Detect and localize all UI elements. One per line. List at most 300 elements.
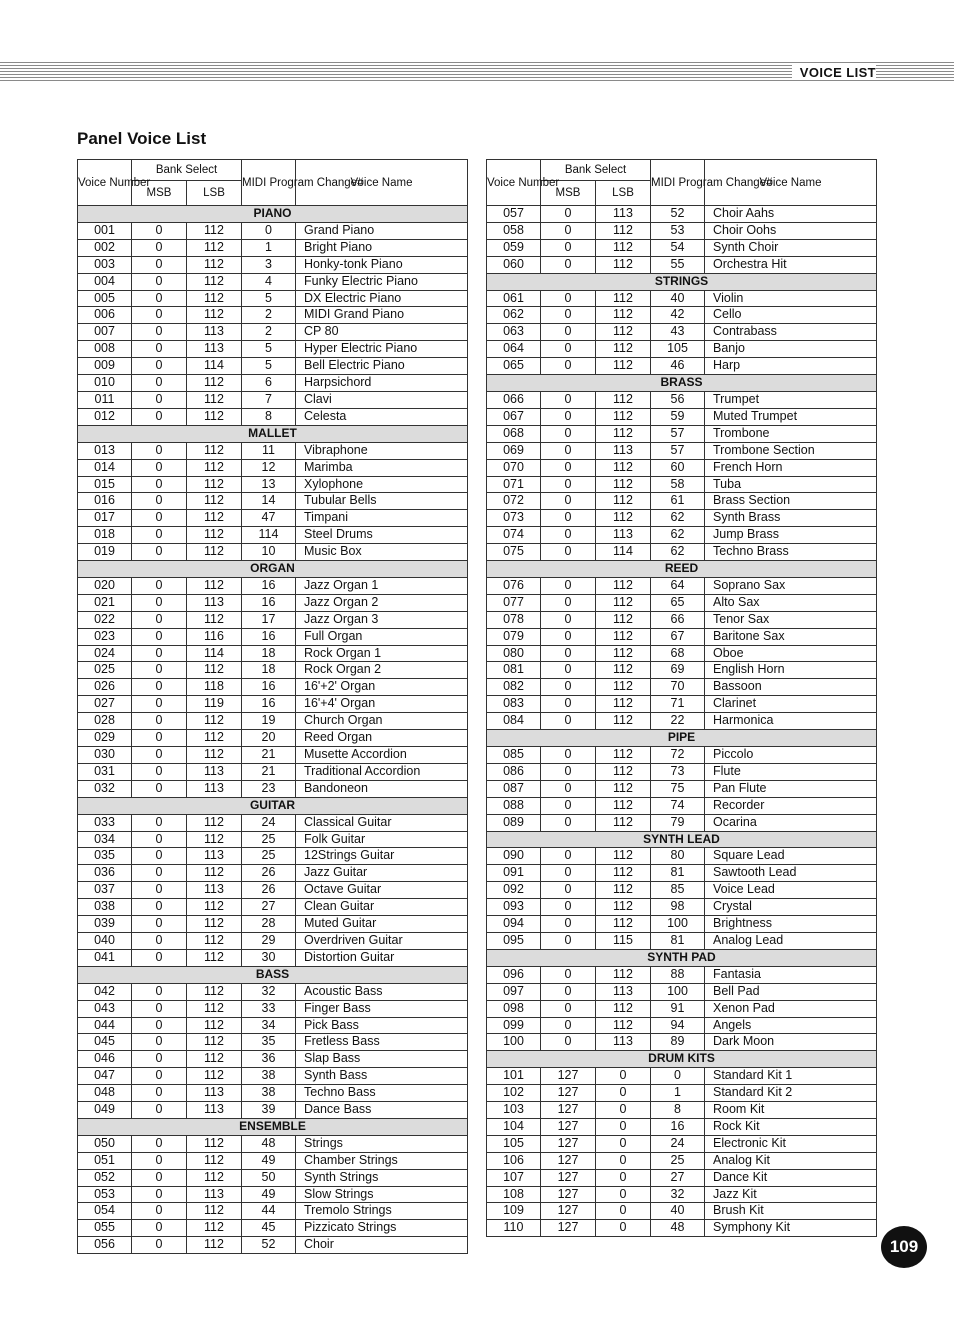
program-change-cell: 50 [242, 1169, 296, 1186]
voice-number-cell: 056 [78, 1237, 132, 1254]
table-row [78, 916, 468, 933]
voice-number-cell: 057 [487, 206, 541, 223]
table-row [487, 628, 877, 645]
program-change-cell: 48 [651, 1220, 705, 1237]
lsb-cell: 112 [187, 611, 242, 628]
lsb-cell: 114 [187, 358, 242, 375]
voice-number-cell: 050 [78, 1135, 132, 1152]
msb-cell: 0 [541, 865, 596, 882]
lsb-cell: 112 [596, 611, 651, 628]
msb-cell: 0 [541, 611, 596, 628]
table-row [487, 1017, 877, 1034]
lsb-cell: 113 [596, 442, 651, 459]
msb-cell: 0 [132, 1186, 187, 1203]
lsb-cell: 112 [187, 662, 242, 679]
voice-name-cell: Analog Kit [705, 1152, 877, 1169]
program-change-cell: 66 [651, 611, 705, 628]
table-row [487, 882, 877, 899]
voice-number-cell: 042 [78, 983, 132, 1000]
lsb-cell: 112 [187, 916, 242, 933]
voice-name-cell: Jazz Kit [705, 1186, 877, 1203]
lsb-cell: 113 [596, 206, 651, 223]
program-change-cell: 38 [242, 1085, 296, 1102]
lsb-cell: 112 [187, 730, 242, 747]
table-row [78, 611, 468, 628]
voice-number-cell: 023 [78, 628, 132, 645]
table-row [78, 747, 468, 764]
program-change-cell: 81 [651, 865, 705, 882]
voice-number-cell: 018 [78, 527, 132, 544]
program-change-cell: 98 [651, 899, 705, 916]
table-row [78, 899, 468, 916]
lsb-cell: 112 [187, 391, 242, 408]
voice-name-cell: Room Kit [705, 1102, 877, 1119]
msb-cell: 0 [132, 916, 187, 933]
voice-name-cell: Xenon Pad [705, 1000, 877, 1017]
table-row [487, 1085, 877, 1102]
msb-cell: 0 [132, 527, 187, 544]
table-row [487, 1102, 877, 1119]
msb-cell: 0 [541, 425, 596, 442]
lsb-cell: 112 [596, 510, 651, 527]
table-row [78, 290, 468, 307]
msb-cell: 0 [541, 290, 596, 307]
lsb-cell: 112 [187, 713, 242, 730]
midi-program-header: MIDI Program Change# [242, 160, 296, 206]
voice-number-cell: 052 [78, 1169, 132, 1186]
bank-select-header: Bank Select [541, 160, 651, 181]
voice-number-cell: 107 [487, 1169, 541, 1186]
program-change-cell: 28 [242, 916, 296, 933]
lsb-cell: 112 [187, 239, 242, 256]
voice-number-cell: 062 [487, 307, 541, 324]
table-row [487, 747, 877, 764]
voice-number-cell: 059 [487, 239, 541, 256]
msb-cell: 0 [541, 391, 596, 408]
msb-cell: 0 [132, 1203, 187, 1220]
table-row [487, 679, 877, 696]
program-change-cell: 100 [651, 983, 705, 1000]
lsb-cell: 112 [187, 814, 242, 831]
program-change-cell: 12 [242, 459, 296, 476]
msb-cell: 0 [541, 493, 596, 510]
lsb-cell: 0 [596, 1085, 651, 1102]
msb-cell: 0 [132, 476, 187, 493]
program-change-cell: 60 [651, 459, 705, 476]
voice-number-cell: 003 [78, 256, 132, 273]
msb-cell: 0 [132, 747, 187, 764]
msb-cell: 0 [541, 628, 596, 645]
lsb-cell: 113 [596, 527, 651, 544]
msb-cell: 0 [541, 239, 596, 256]
table-row [487, 780, 877, 797]
voice-number-cell: 053 [78, 1186, 132, 1203]
lsb-cell: 112 [187, 256, 242, 273]
table-row [78, 1169, 468, 1186]
voice-name-cell: Muted Trumpet [705, 408, 877, 425]
msb-cell: 0 [541, 307, 596, 324]
lsb-cell: 112 [187, 476, 242, 493]
program-change-cell: 0 [651, 1068, 705, 1085]
voice-name-cell: Synth Choir [705, 239, 877, 256]
table-row [78, 222, 468, 239]
program-change-cell: 70 [651, 679, 705, 696]
program-change-cell: 5 [242, 358, 296, 375]
lsb-cell: 112 [187, 1051, 242, 1068]
lsb-cell: 112 [187, 577, 242, 594]
msb-cell: 0 [541, 222, 596, 239]
lsb-cell: 112 [596, 780, 651, 797]
program-change-cell: 55 [651, 256, 705, 273]
voice-number-cell: 043 [78, 1000, 132, 1017]
msb-cell: 0 [132, 730, 187, 747]
table-row [487, 645, 877, 662]
voice-number-cell: 040 [78, 932, 132, 949]
lsb-cell: 113 [187, 594, 242, 611]
voice-number-cell: 037 [78, 882, 132, 899]
lsb-cell: 119 [187, 696, 242, 713]
table-row [78, 391, 468, 408]
program-change-cell: 62 [651, 510, 705, 527]
voice-number-cell: 068 [487, 425, 541, 442]
program-change-cell: 114 [242, 527, 296, 544]
lsb-cell: 112 [187, 865, 242, 882]
msb-cell: 0 [132, 1017, 187, 1034]
voice-name-cell: Tubular Bells [296, 493, 468, 510]
msb-cell: 0 [541, 510, 596, 527]
msb-cell: 0 [541, 899, 596, 916]
voice-name-cell: Dance Bass [296, 1102, 468, 1119]
voice-name-cell: Rock Organ 1 [296, 645, 468, 662]
table-row [78, 408, 468, 425]
voice-number-cell: 091 [487, 865, 541, 882]
msb-cell: 0 [132, 1102, 187, 1119]
msb-cell: 0 [132, 273, 187, 290]
table-row [78, 324, 468, 341]
voice-number-cell: 004 [78, 273, 132, 290]
lsb-cell: 113 [187, 882, 242, 899]
voice-name-cell: Trumpet [705, 391, 877, 408]
voice-number-cell: 065 [487, 358, 541, 375]
voice-number-cell: 051 [78, 1152, 132, 1169]
program-change-cell: 85 [651, 882, 705, 899]
lsb-cell: 112 [187, 408, 242, 425]
lsb-cell: 112 [596, 882, 651, 899]
voice-name-cell: Tenor Sax [705, 611, 877, 628]
msb-cell: 0 [132, 1034, 187, 1051]
program-change-cell: 20 [242, 730, 296, 747]
table-row [78, 1203, 468, 1220]
voice-number-cell: 063 [487, 324, 541, 341]
lsb-cell: 112 [187, 899, 242, 916]
table-row [487, 713, 877, 730]
lsb-cell: 114 [187, 645, 242, 662]
program-change-cell: 64 [651, 577, 705, 594]
voice-name-cell: Crystal [705, 899, 877, 916]
msb-cell: 0 [541, 594, 596, 611]
msb-cell: 0 [132, 493, 187, 510]
voice-number-cell: 080 [487, 645, 541, 662]
table-row [487, 696, 877, 713]
voice-name-cell: Jazz Guitar [296, 865, 468, 882]
msb-cell: 127 [541, 1203, 596, 1220]
program-change-cell: 10 [242, 544, 296, 561]
msb-cell: 0 [132, 290, 187, 307]
table-row [78, 256, 468, 273]
voice-number-cell: 025 [78, 662, 132, 679]
voice-number-cell: 110 [487, 1220, 541, 1237]
msb-cell: 0 [541, 662, 596, 679]
lsb-cell: 112 [187, 1135, 242, 1152]
lsb-cell: 115 [596, 932, 651, 949]
msb-cell: 0 [132, 594, 187, 611]
program-change-cell: 52 [242, 1237, 296, 1254]
msb-cell: 0 [132, 222, 187, 239]
voice-number-cell: 096 [487, 966, 541, 983]
program-change-cell: 0 [242, 222, 296, 239]
table-row [487, 1135, 877, 1152]
voice-name-cell: Chamber Strings [296, 1152, 468, 1169]
voice-number-cell: 038 [78, 899, 132, 916]
table-row [78, 1017, 468, 1034]
table-row [487, 459, 877, 476]
lsb-cell: 112 [187, 1237, 242, 1254]
voice-name-cell: Contrabass [705, 324, 877, 341]
voice-number-cell: 067 [487, 408, 541, 425]
table-row [487, 1068, 877, 1085]
msb-cell: 0 [132, 408, 187, 425]
category-row [78, 561, 468, 578]
voice-number-cell: 081 [487, 662, 541, 679]
msb-cell: 0 [541, 577, 596, 594]
voice-name-cell: Bassoon [705, 679, 877, 696]
voice-number-cell: 097 [487, 983, 541, 1000]
msb-cell: 0 [541, 848, 596, 865]
voice-name-cell: Honky-tonk Piano [296, 256, 468, 273]
table-row [487, 341, 877, 358]
msb-cell: 0 [132, 459, 187, 476]
voice-number-cell: 006 [78, 307, 132, 324]
msb-cell: 0 [132, 949, 187, 966]
lsb-cell: 112 [187, 949, 242, 966]
voice-number-cell: 085 [487, 747, 541, 764]
voice-name-cell: Full Organ [296, 628, 468, 645]
voice-number-cell: 048 [78, 1085, 132, 1102]
msb-cell: 0 [132, 1220, 187, 1237]
voice-table-right [486, 159, 877, 1237]
table-row [78, 476, 468, 493]
voice-number-cell: 028 [78, 713, 132, 730]
voice-name-cell: Standard Kit 1 [705, 1068, 877, 1085]
table-row [78, 307, 468, 324]
msb-cell: 0 [541, 476, 596, 493]
voice-number-cell: 102 [487, 1085, 541, 1102]
msb-cell: 0 [132, 662, 187, 679]
voice-table-left-body [78, 206, 468, 1254]
lsb-cell: 113 [187, 341, 242, 358]
voice-name-cell: Fretless Bass [296, 1034, 468, 1051]
voice-number-cell: 027 [78, 696, 132, 713]
lsb-cell: 112 [187, 222, 242, 239]
voice-number-cell: 073 [487, 510, 541, 527]
category-row [487, 273, 877, 290]
msb-cell: 0 [132, 1152, 187, 1169]
voice-number-cell: 066 [487, 391, 541, 408]
voice-table-left [77, 159, 468, 1254]
program-change-cell: 26 [242, 865, 296, 882]
table-row [78, 848, 468, 865]
category-label: REED [487, 561, 877, 578]
voice-number-cell: 009 [78, 358, 132, 375]
program-change-cell: 48 [242, 1135, 296, 1152]
msb-cell: 0 [541, 645, 596, 662]
voice-name-cell: Celesta [296, 408, 468, 425]
voice-number-cell: 029 [78, 730, 132, 747]
msb-cell: 0 [132, 1237, 187, 1254]
lsb-cell: 112 [596, 391, 651, 408]
voice-number-cell: 026 [78, 679, 132, 696]
program-change-cell: 21 [242, 747, 296, 764]
msb-cell: 127 [541, 1118, 596, 1135]
table-row [78, 780, 468, 797]
program-change-cell: 65 [651, 594, 705, 611]
voice-name-cell: CP 80 [296, 324, 468, 341]
voice-name-cell: Pick Bass [296, 1017, 468, 1034]
msb-cell: 0 [541, 527, 596, 544]
program-change-cell: 5 [242, 290, 296, 307]
voice-number-cell: 087 [487, 780, 541, 797]
category-row [487, 949, 877, 966]
section-label: VOICE LIST [792, 65, 876, 80]
voice-name-cell: Sawtooth Lead [705, 865, 877, 882]
lsb-cell: 112 [187, 290, 242, 307]
lsb-cell: 112 [187, 375, 242, 392]
program-change-cell: 100 [651, 916, 705, 933]
table-row [487, 206, 877, 223]
lsb-cell: 112 [596, 679, 651, 696]
table-row [78, 1237, 468, 1254]
msb-cell: 0 [541, 442, 596, 459]
program-change-cell: 46 [651, 358, 705, 375]
voice-number-cell: 109 [487, 1203, 541, 1220]
voice-number-cell: 104 [487, 1118, 541, 1135]
lsb-header: LSB [187, 181, 242, 206]
voice-name-cell: Traditional Accordion [296, 763, 468, 780]
category-label: ENSEMBLE [78, 1118, 468, 1135]
msb-cell: 0 [541, 780, 596, 797]
program-change-cell: 3 [242, 256, 296, 273]
msb-cell: 0 [541, 544, 596, 561]
msb-cell: 127 [541, 1102, 596, 1119]
lsb-cell: 118 [187, 679, 242, 696]
msb-cell: 0 [132, 932, 187, 949]
program-change-cell: 39 [242, 1102, 296, 1119]
table-row [487, 865, 877, 882]
voice-number-cell: 106 [487, 1152, 541, 1169]
category-label: SYNTH PAD [487, 949, 877, 966]
voice-number-cell: 086 [487, 763, 541, 780]
table-row [487, 510, 877, 527]
program-change-cell: 27 [242, 899, 296, 916]
lsb-cell: 112 [187, 1000, 242, 1017]
table-row [487, 408, 877, 425]
table-row [487, 611, 877, 628]
voice-name-cell: Analog Lead [705, 932, 877, 949]
table-row [78, 814, 468, 831]
voice-name-cell: Square Lead [705, 848, 877, 865]
program-change-cell: 49 [242, 1152, 296, 1169]
voice-number-cell: 070 [487, 459, 541, 476]
msb-cell: 0 [132, 611, 187, 628]
voice-name-cell: 12Strings Guitar [296, 848, 468, 865]
voice-number-cell: 041 [78, 949, 132, 966]
lsb-cell: 112 [596, 865, 651, 882]
msb-cell: 127 [541, 1152, 596, 1169]
voice-name-cell: Timpani [296, 510, 468, 527]
lsb-cell: 112 [596, 307, 651, 324]
table-row [78, 358, 468, 375]
table-row [78, 628, 468, 645]
voice-number-cell: 093 [487, 899, 541, 916]
program-change-cell: 43 [651, 324, 705, 341]
voice-name-cell: Grand Piano [296, 222, 468, 239]
table-row [487, 290, 877, 307]
program-change-cell: 35 [242, 1034, 296, 1051]
lsb-cell: 112 [596, 222, 651, 239]
table-row [78, 696, 468, 713]
voice-number-cell: 103 [487, 1102, 541, 1119]
voice-number-cell: 069 [487, 442, 541, 459]
table-row [487, 594, 877, 611]
voice-name-cell: French Horn [705, 459, 877, 476]
program-change-cell: 27 [651, 1169, 705, 1186]
lsb-cell: 113 [596, 983, 651, 1000]
program-change-cell: 105 [651, 341, 705, 358]
msb-cell: 0 [132, 341, 187, 358]
voice-number-cell: 032 [78, 780, 132, 797]
voice-name-cell: Overdriven Guitar [296, 932, 468, 949]
lsb-cell: 112 [187, 459, 242, 476]
lsb-cell: 112 [187, 510, 242, 527]
voice-number-cell: 019 [78, 544, 132, 561]
table-row [78, 375, 468, 392]
lsb-cell: 113 [187, 1186, 242, 1203]
category-label: BRASS [487, 375, 877, 392]
table-row [78, 1034, 468, 1051]
msb-cell: 0 [541, 206, 596, 223]
category-row [78, 966, 468, 983]
category-label: SYNTH LEAD [487, 831, 877, 848]
voice-number-cell: 074 [487, 527, 541, 544]
lsb-cell: 113 [187, 1102, 242, 1119]
voice-name-cell: Choir [296, 1237, 468, 1254]
program-change-cell: 52 [651, 206, 705, 223]
midi-program-header: MIDI Program Change# [651, 160, 705, 206]
voice-name-cell: Flute [705, 763, 877, 780]
program-change-cell: 68 [651, 645, 705, 662]
voice-number-cell: 055 [78, 1220, 132, 1237]
voice-name-cell: Harpsichord [296, 375, 468, 392]
voice-name-cell: Folk Guitar [296, 831, 468, 848]
category-row [487, 730, 877, 747]
msb-cell: 0 [541, 882, 596, 899]
voice-number-cell: 039 [78, 916, 132, 933]
bank-select-header: Bank Select [132, 160, 242, 181]
voice-name-cell: 16'+2' Organ [296, 679, 468, 696]
msb-cell: 0 [541, 408, 596, 425]
category-row [487, 561, 877, 578]
category-row [487, 831, 877, 848]
